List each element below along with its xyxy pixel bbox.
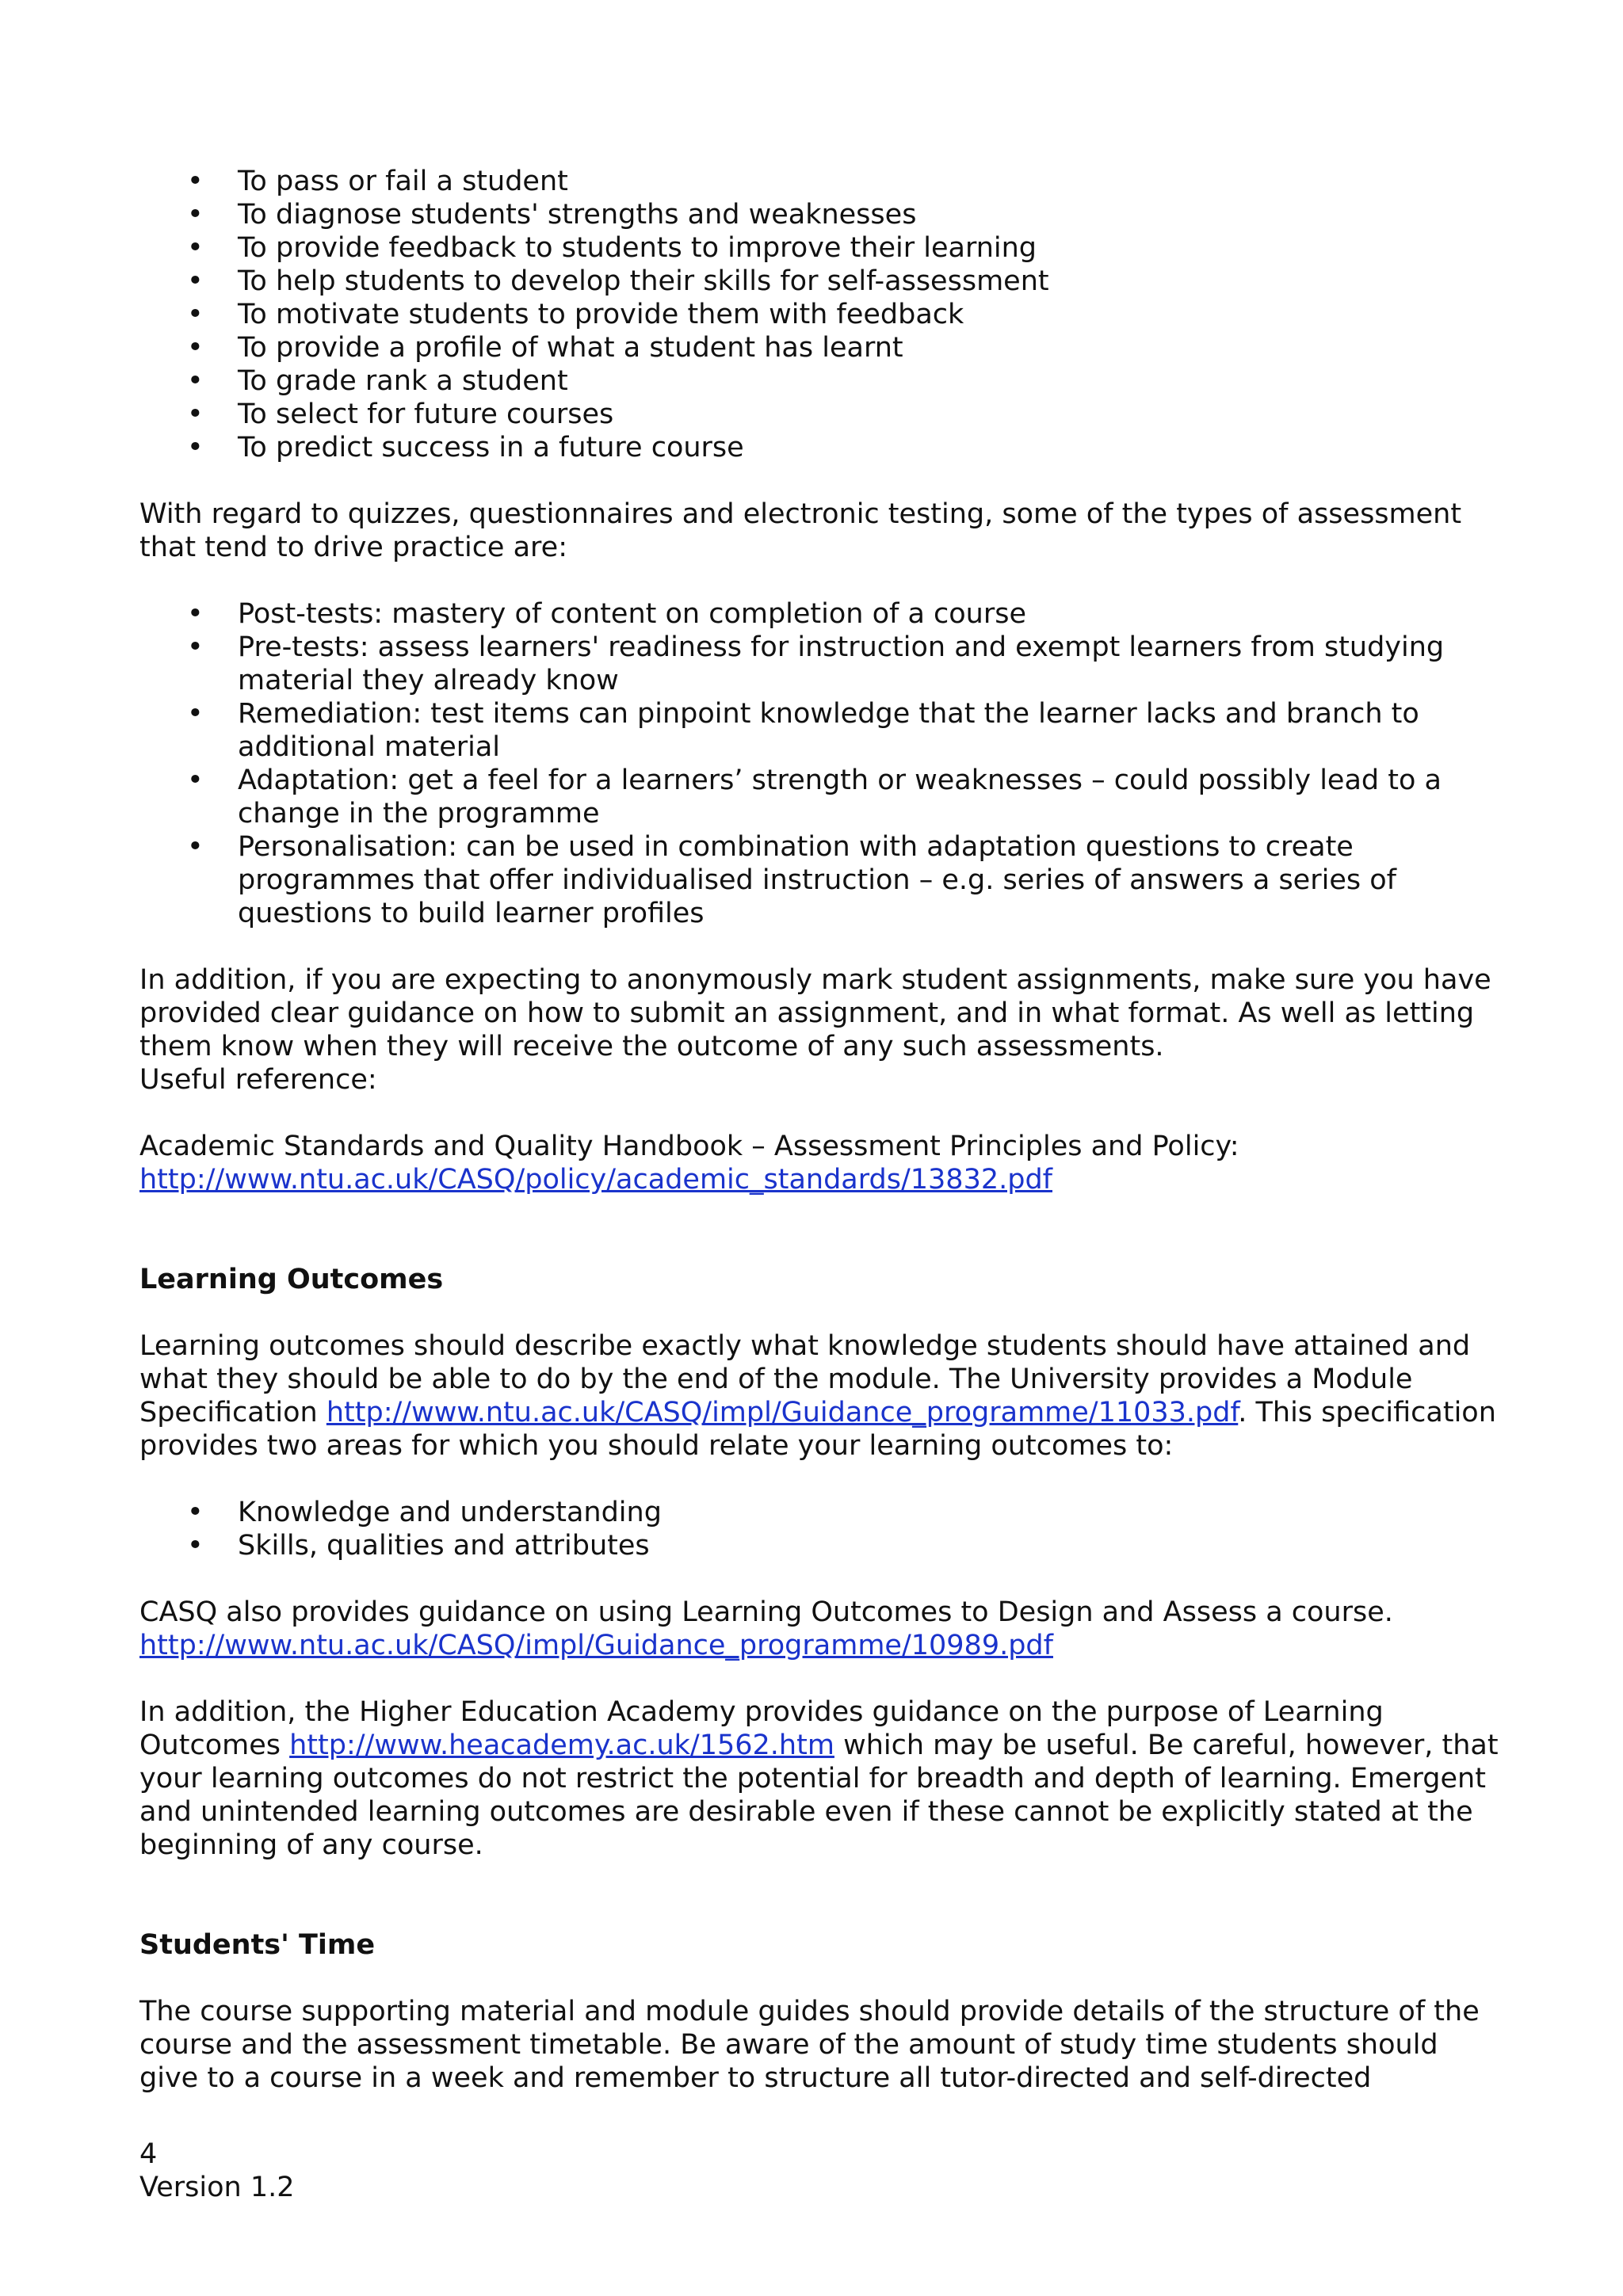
list-item: • To provide feedback to students to improve their learning (187, 232, 1037, 264)
bullet-icon: • (187, 432, 204, 463)
handbook-link[interactable]: http://www.ntu.ac.uk/CASQ/policy/academic_standards/13832.pdf (139, 1164, 1052, 1196)
casq-link-line (139, 1629, 1503, 1662)
useful-reference-label: Useful reference: (139, 1064, 377, 1096)
bullet-icon: • (187, 1530, 204, 1562)
bullet-icon: • (187, 199, 204, 231)
hea-guidance-paragraph: In addition, the Higher Education Academy provides guidance on the purpose of Learning Outcomes http://www.heacademy.ac.uk/1562.htm which may be useful. Be careful, however, that your learning outcomes do not restrict the potential for breadth and depth of learning. Emergent and unintended learning outcomes are desirable even if these cannot be explicitly stated at the beginning of any course. (139, 1696, 1499, 1861)
list-item: • To grade rank a student (187, 365, 568, 397)
list-item: • To predict success in a future course (187, 432, 744, 463)
bullet-icon: • (187, 631, 204, 663)
page-footer (139, 2138, 295, 2204)
bullet-icon: • (187, 598, 204, 630)
bullet-icon: • (187, 299, 204, 330)
assessment-intro-paragraph: With regard to quizzes, questionnaires and electronic testing, some of the types of assessment that tend to drive practice are: (139, 498, 1462, 563)
learning-areas-list (139, 1496, 1503, 1562)
handbook-link-line (139, 1163, 1503, 1196)
list-item: • Knowledge and understanding (187, 1497, 662, 1528)
anonymous-marking-paragraph: In addition, if you are expecting to anonymously mark student assignments, make sure you have provided clear guidance on how to submit an assignment, and in what format. As well as letting them know when they will receive the outcome of any such assessments. (139, 964, 1491, 1062)
module-specification-link[interactable]: http://www.ntu.ac.uk/CASQ/impl/Guidance_programme/11033.pdf (326, 1397, 1239, 1428)
assessment-purposes-list (139, 165, 1503, 464)
list-item: • To help students to develop their skills for self-assessment (187, 265, 1049, 297)
list-item: • To provide a profile of what a student has learnt (187, 332, 903, 364)
bullet-icon: • (187, 365, 204, 397)
bullet-icon: • (187, 265, 204, 297)
bullet-icon: • (187, 1497, 204, 1528)
bullet-icon: • (187, 232, 204, 264)
bullet-icon: • (187, 765, 204, 796)
list-item: • Remediation: test items can pinpoint knowledge that the learner lacks and branch to additional material (187, 698, 1419, 763)
list-item: • Skills, qualities and attributes (187, 1530, 650, 1562)
list-item: • To pass or fail a student (187, 166, 568, 197)
bullet-icon: • (187, 831, 204, 863)
bullet-icon: • (187, 399, 204, 430)
list-item: • To select for future courses (187, 399, 614, 430)
list-item: • Personalisation: can be used in combination with adaptation questions to create programmes that offer individualised instruction – e.g. series of answers a series of questions to build learner profiles (187, 831, 1396, 929)
learning-outcomes-heading: Learning Outcomes (139, 1264, 444, 1295)
hea-link[interactable]: http://www.heacademy.ac.uk/1562.htm (289, 1730, 834, 1761)
bullet-icon: • (187, 698, 204, 730)
page-number: 4 (139, 2138, 158, 2170)
casq-guidance-link[interactable]: http://www.ntu.ac.uk/CASQ/impl/Guidance_programme/10989.pdf (139, 1630, 1053, 1661)
list-item: • Adaptation: get a feel for a learners’ strength or weaknesses – could possibly lead to a change in the programme (187, 765, 1442, 830)
bullet-icon: • (187, 166, 204, 197)
learning-outcomes-paragraph: Learning outcomes should describe exactly what knowledge students should have attained and what they should be able to do by the end of the module. The University provides a Module Specification http://www.ntu.ac.uk/CASQ/impl/Guidance_programme/11033.pdf. This specification provides two areas for which you should relate your learning outcomes to: (139, 1330, 1496, 1462)
handbook-title: Academic Standards and Quality Handbook – Assessment Principles and Policy: (139, 1131, 1239, 1162)
casq-guidance-text: CASQ also provides guidance on using Learning Outcomes to Design and Assess a course. (139, 1596, 1393, 1628)
students-time-heading: Students' Time (139, 1929, 376, 1961)
version-label: Version 1.2 (139, 2172, 295, 2203)
assessment-types-list (139, 597, 1503, 930)
list-item: • Pre-tests: assess learners' readiness for instruction and exempt learners from studying material they already know (187, 631, 1445, 696)
bullet-icon: • (187, 332, 204, 364)
list-item: • To diagnose students' strengths and weaknesses (187, 199, 917, 231)
document-page (139, 165, 1503, 2095)
students-time-paragraph: The course supporting material and module guides should provide details of the structure of the course and the assessment timetable. Be aware of the amount of study time students should give to a course in a week and remember to structure all tutor-directed and self-directed (139, 1996, 1480, 2094)
list-item: • Post-tests: mastery of content on completion of a course (187, 598, 1027, 630)
list-item: • To motivate students to provide them with feedback (187, 299, 964, 330)
